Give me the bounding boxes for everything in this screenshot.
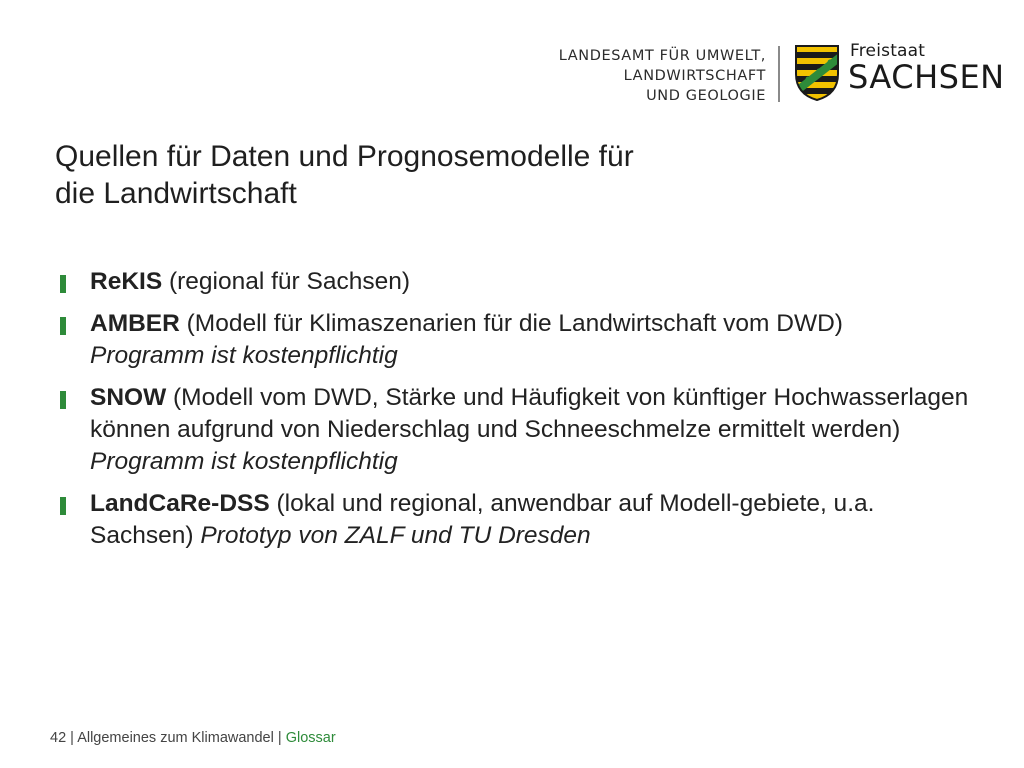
footer <box>50 730 336 746</box>
bullet-landcare-name: LandCaRe-DSS <box>90 490 270 517</box>
green-bar-bullet-icon <box>60 497 66 515</box>
bullet-landcare-italic: Prototyp von ZALF und TU Dresden <box>200 522 591 549</box>
bullet-snow-name: SNOW <box>90 384 167 411</box>
bullet-landcare-text: (lokal und regional, anwendbar auf Modell-gebiete, u.a. Sachsen) <box>90 490 875 549</box>
agency-name <box>506 46 766 106</box>
footer-separator: | <box>70 730 74 746</box>
slide-title-line-1: Quellen für Daten und Prognosemodelle für <box>55 140 634 173</box>
bullet-list <box>56 266 976 562</box>
agency-line-1: LANDESAMT FÜR UMWELT, <box>558 48 766 64</box>
bullet-landcare <box>56 488 976 552</box>
footer-separator: | <box>277 730 282 746</box>
bullet-snow-note: Programm ist kostenpflichtig <box>90 448 398 475</box>
bullet-amber-name: AMBER <box>90 310 180 337</box>
state-logo <box>850 42 1005 94</box>
logo-divider <box>778 46 780 102</box>
footer-section: Allgemeines zum Klimawandel <box>77 730 274 746</box>
green-bar-bullet-icon <box>60 317 66 335</box>
slide-title <box>55 138 815 212</box>
green-bar-bullet-icon <box>60 275 66 293</box>
bullet-amber <box>56 308 976 372</box>
page-number: 42 <box>50 730 67 746</box>
bullet-amber-text: (Modell für Klimaszenarien für die Landwirtschaft vom DWD) <box>179 310 843 337</box>
state-logo-big: SACHSEN <box>848 58 1005 96</box>
bullet-snow-text: (Modell vom DWD, Stärke und Häufigkeit von künftiger Hochwasserlagen können aufgrund von Niederschlag und Schneeschmelze ermittelt werden) <box>90 384 969 443</box>
agency-line-3: UND GEOLOGIE <box>646 88 766 104</box>
bullet-rekis <box>56 266 976 298</box>
bullet-rekis-name: ReKIS <box>90 268 163 295</box>
bullet-snow <box>56 382 976 478</box>
slide-title-line-2: die Landwirtschaft <box>55 177 297 210</box>
state-logo-small: Freistaat <box>850 41 926 61</box>
glossary-link[interactable]: Glossar <box>285 730 336 746</box>
agency-line-2: LANDWIRTSCHAFT <box>623 68 766 84</box>
bullet-amber-note: Programm ist kostenpflichtig <box>90 342 398 369</box>
green-bar-bullet-icon <box>60 391 66 409</box>
saxony-coat-of-arms-icon <box>794 44 840 102</box>
bullet-rekis-text: (regional für Sachsen) <box>162 268 411 295</box>
